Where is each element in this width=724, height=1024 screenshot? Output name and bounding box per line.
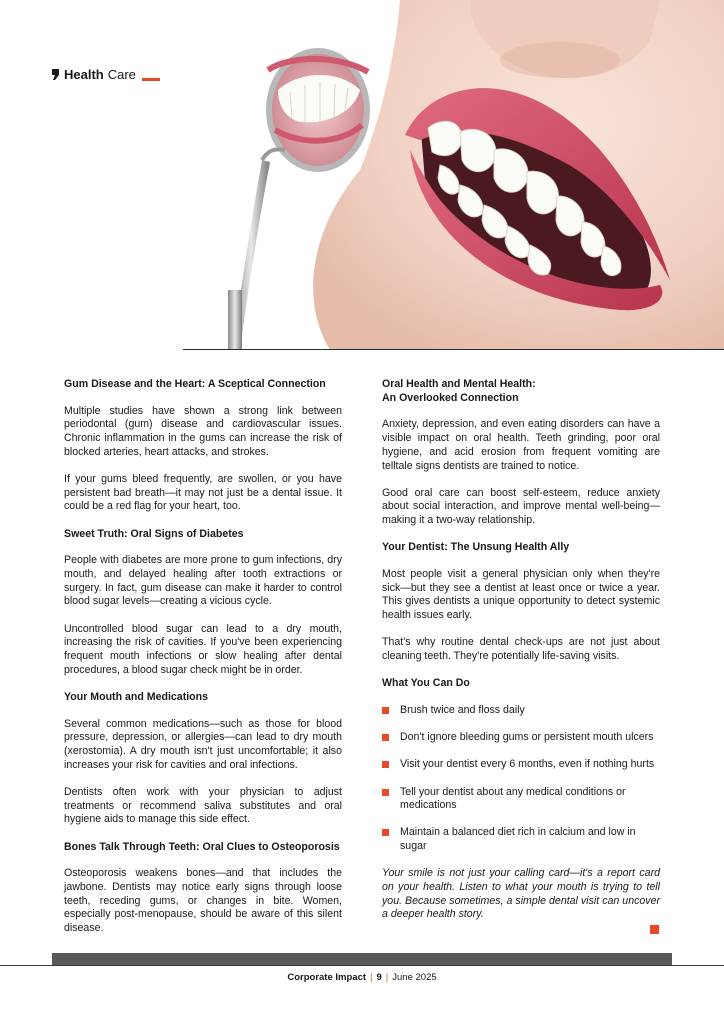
publication-name: Corporate Impact (287, 972, 367, 983)
square-bullet-icon (382, 829, 389, 836)
heading-line: An Overlooked Connection (382, 391, 519, 404)
right-column (382, 378, 660, 936)
section-heading: Your Mouth and Medications (64, 690, 208, 703)
square-bullet-icon (382, 734, 389, 741)
paragraph: Osteoporosis weakens bones—and that includes the jawbone. Dentists may notice early signs through loose teeth, receding gums, or changes in bite. Women, especially post-menopause, should be aware of this silent disease. (64, 867, 342, 935)
section-tag-accent-bar (142, 78, 160, 81)
list-item (382, 704, 660, 718)
footer-bar (52, 953, 672, 965)
paragraph: If your gums bleed frequently, are swollen, or you have persistent bad breath—it may not just be a dental issue. It could be a red flag for your heart, too. (64, 473, 342, 513)
square-bullet-icon (382, 707, 389, 714)
footer-separator: | (370, 972, 373, 983)
paragraph: Multiple studies have shown a strong link between periodontal (gum) disease and cardiovascular issues. Chronic inflammation in the gums can increase the risk of blocked arteries, heart attacks, and strokes. (64, 404, 342, 458)
page-number: 9 (376, 972, 382, 983)
footer (0, 972, 724, 983)
list-item (382, 758, 660, 772)
square-bullet-icon (382, 789, 389, 796)
closing-paragraph: Your smile is not just your calling card—it's a report card on your health. Listen to what your mouth is trying to tell you. Because sometimes, a simple dental visit can uncover a deeper health story. (382, 867, 660, 921)
section-tag (52, 67, 160, 82)
issue-date: June 2025 (392, 972, 437, 983)
hero-image (0, 0, 724, 350)
section-heading: Sweet Truth: Oral Signs of Diabetes (64, 527, 244, 540)
list-item (382, 731, 660, 745)
footer-separator: | (385, 972, 389, 983)
section-heading: Bones Talk Through Teeth: Oral Clues to Osteoporosis (64, 840, 340, 853)
tips-list (382, 704, 660, 854)
hero-divider (183, 349, 724, 350)
paragraph: That's why routine dental check-ups are not just about cleaning teeth. They're potentially life-saving visits. (382, 636, 660, 663)
heading-line: Oral Health and Mental Health: (382, 378, 536, 390)
section-heading: What You Can Do (382, 677, 470, 690)
section-heading: Gum Disease and the Heart: A Sceptical Connection (64, 378, 326, 390)
end-mark-icon (650, 925, 659, 934)
footer-divider (0, 965, 724, 966)
quote-mark-icon (52, 69, 59, 80)
paragraph: Several common medications—such as those for blood pressure, depression, or allergies—can lead to dry mouth (xerostomia). A dry mouth isn't just uncomfortable; it also increases your risk for cavities and oral infections. (64, 717, 342, 771)
list-item-text: Maintain a balanced diet rich in calcium and low in sugar (400, 826, 636, 853)
list-item-text: Tell your dentist about any medical conditions or medications (400, 785, 626, 812)
paragraph: People with diabetes are more prone to gum infections, dry mouth, and delayed healing after tooth extractions or surgery. In fact, gum disease can make it harder to control blood sugar levels—creating a vicious cycle. (64, 554, 342, 608)
list-item (382, 826, 660, 853)
list-item-text: Brush twice and floss daily (400, 703, 525, 716)
list-item-text: Don't ignore bleeding gums or persistent mouth ulcers (400, 731, 654, 744)
section-tag-primary: Health (64, 67, 104, 82)
smile-photo (0, 0, 724, 350)
paragraph: Good oral care can boost self-esteem, reduce anxiety about social interaction, and improve mental well-being—making it a two-way relationship. (382, 486, 660, 527)
section-heading (382, 378, 660, 405)
list-item (382, 786, 660, 813)
section-tag-secondary: Care (107, 67, 136, 82)
paragraph: Uncontrolled blood sugar can lead to a dry mouth, increasing the risk of cavities. If you've been experiencing frequent mouth infections or slow healing after dental procedures, a blood sugar check might be in order. (64, 622, 342, 676)
paragraph: Dentists often work with your physician to adjust treatments or recommend saliva substitutes and oral hygiene aids to manage this side effect. (64, 785, 342, 826)
paragraph: Most people visit a general physician only when they're sick—but they see a dentist at least once or twice a year. This gives dentists a unique opportunity to detect systemic health issues early. (382, 568, 660, 622)
left-column (64, 378, 342, 949)
paragraph: Anxiety, depression, and even eating disorders can have a visible impact on oral health. Teeth grinding, poor oral hygiene, and acid erosion from frequent vomiting are telltale signs dentists are trained to notice. (382, 418, 660, 472)
list-item-text: Visit your dentist every 6 months, even if nothing hurts (400, 758, 655, 771)
section-heading: Your Dentist: The Unsung Health Ally (382, 541, 570, 554)
square-bullet-icon (382, 761, 389, 768)
